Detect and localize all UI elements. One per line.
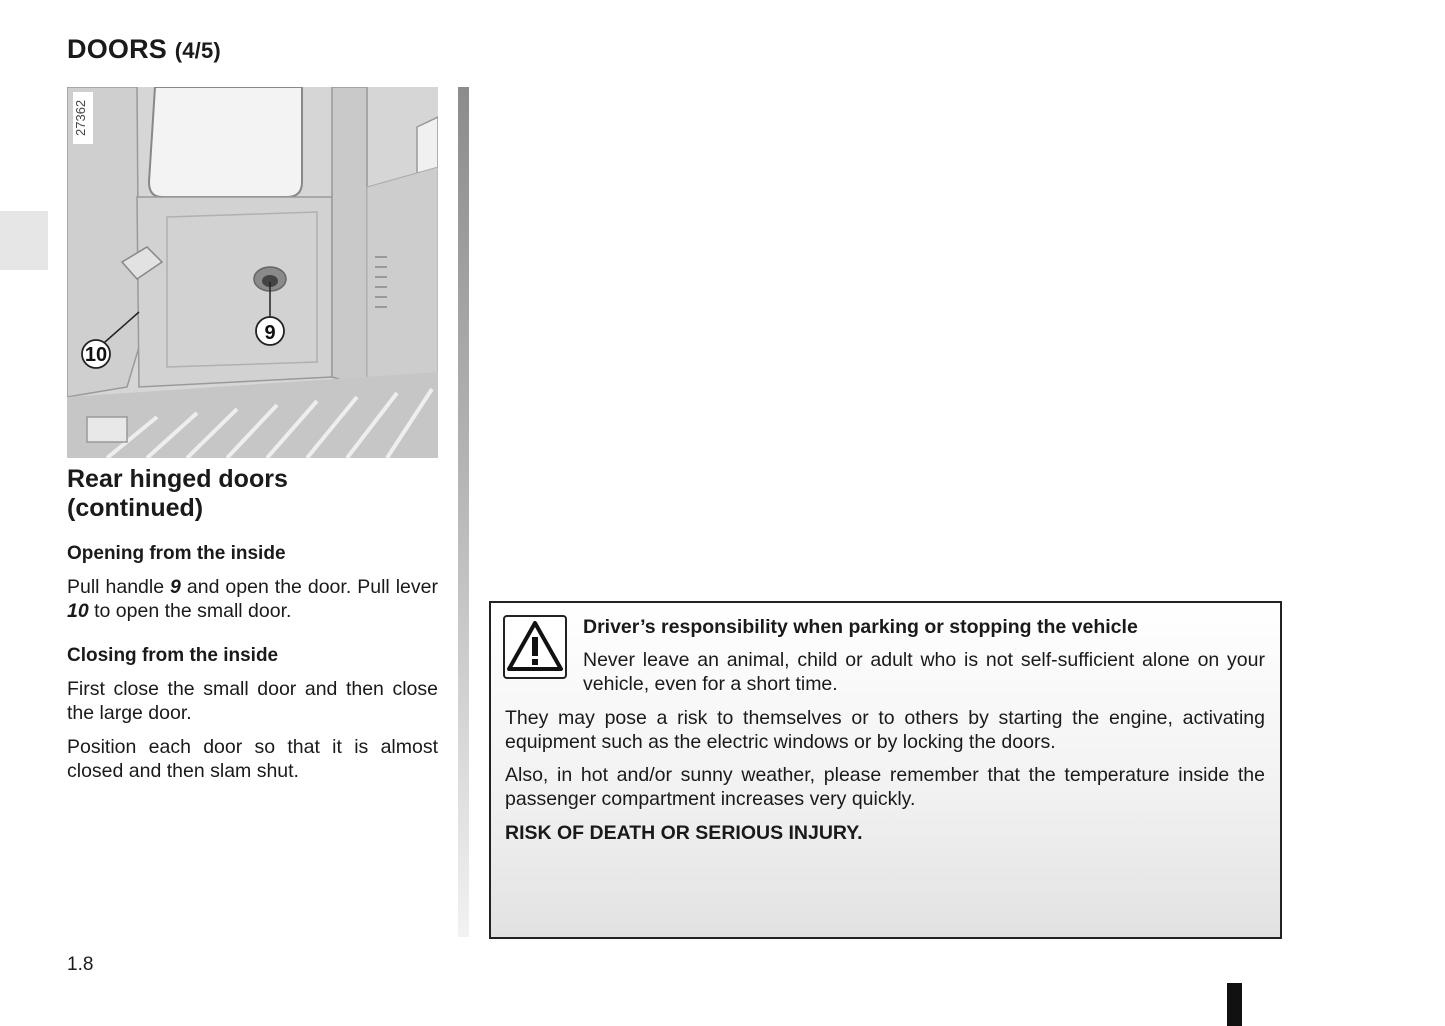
page-title — [67, 34, 221, 65]
warning-risk: RISK OF DEATH OR SERIOUS INJURY. — [505, 822, 863, 844]
figure-reference-number: 27362 — [73, 92, 93, 144]
chapter-tab — [0, 211, 48, 270]
warning-paragraph-3: Also, in hot and/or sunny weather, please remember that the temperature inside the passenger compartment increases very quickly. — [505, 764, 1265, 810]
opening-text-mid: and open the door. Pull lever — [186, 576, 438, 598]
closing-heading: Closing from the inside — [67, 645, 279, 666]
warning-paragraph-1: Never leave an animal, child or adult who is not self-sufficient alone on your vehicle, even for a short time. — [583, 649, 1265, 695]
page-title-main: DOORS — [67, 34, 168, 64]
page-edge-marker — [1227, 983, 1242, 1026]
section-heading-line2: (continued) — [67, 494, 204, 522]
warning-box — [489, 601, 1282, 939]
closing-paragraph-2: Position each door so that it is almost closed and then slam shut. — [67, 736, 438, 782]
page-number: 1.8 — [67, 954, 94, 975]
section-heading — [67, 465, 438, 523]
opening-text-start: Pull handle — [67, 576, 165, 598]
opening-text-end: to open the small door. — [94, 600, 292, 622]
door-drawing — [67, 87, 438, 458]
opening-paragraph — [67, 575, 438, 623]
warning-paragraph-2: They may pose a risk to themselves or to others by starting the engine, activating equipment such as the electric windows or by locking the doors. — [505, 707, 1265, 753]
page-title-part: (4/5) — [174, 38, 221, 63]
handle-ref: 9 — [170, 576, 181, 598]
warning-title: Driver’s responsibility when parking or stopping the vehicle — [583, 616, 1138, 638]
lever-ref: 10 — [67, 600, 89, 622]
opening-heading: Opening from the inside — [67, 543, 286, 564]
callout-10-label: 10 — [84, 344, 108, 366]
callout-9-label: 9 — [264, 322, 276, 344]
closing-paragraph-1: First close the small door and then close the large door. — [67, 678, 438, 724]
warning-triangle-icon — [503, 615, 567, 679]
rear-door-illustration — [67, 87, 438, 458]
column-divider — [458, 87, 469, 937]
section-heading-line1: Rear hinged doors — [67, 465, 288, 493]
